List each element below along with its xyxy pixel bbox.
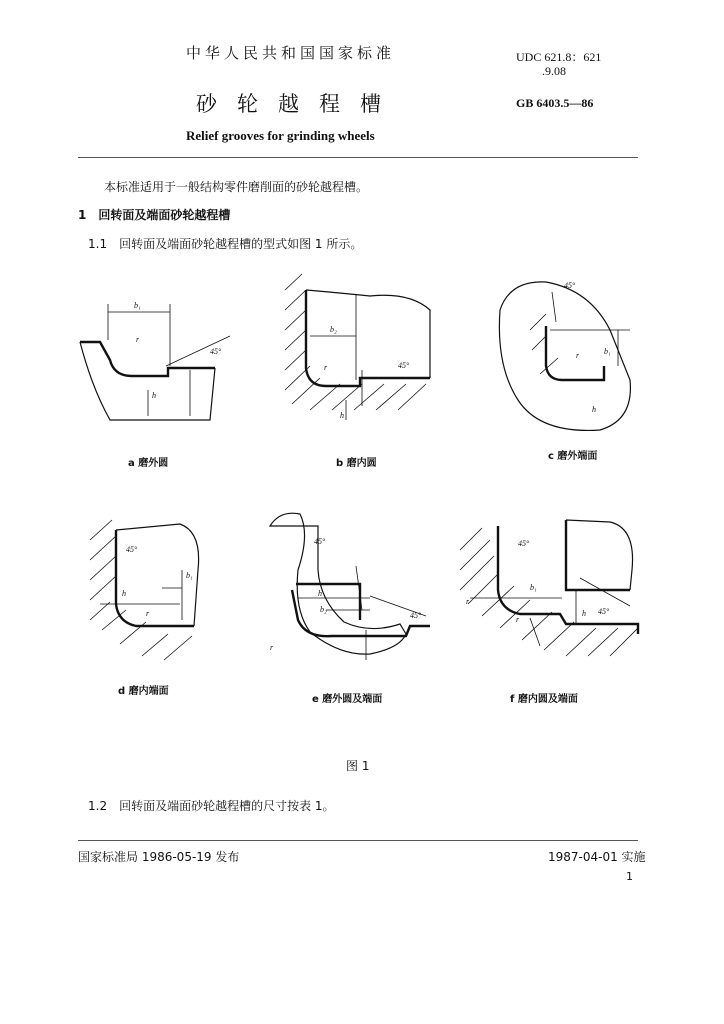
label-r-d: r — [146, 609, 150, 618]
label-r-e: r — [270, 643, 274, 652]
figure-1-drawings — [70, 270, 650, 710]
label-angle-e: 45° — [314, 537, 326, 546]
label-b1: b₁ — [134, 301, 141, 310]
label-b1-c: b₁ — [604, 347, 611, 356]
page-number: 1 — [626, 870, 633, 883]
label-b1-f: b₁ — [530, 583, 537, 592]
label-r-f2: r — [516, 615, 520, 624]
caption-d: d 磨内端面 — [118, 686, 169, 697]
diagram-f — [460, 520, 638, 656]
caption-b: b 磨内圆 — [336, 458, 377, 469]
effective-date: 1987-04-01 实施 — [548, 850, 646, 864]
label-angle-b: 45° — [398, 361, 410, 370]
clause-1-1: 1.1 回转面及端面砂轮越程槽的型式如图 1 所示。 — [88, 237, 363, 251]
udc-number-cont: .9.08 — [542, 64, 566, 78]
label-h-c: h — [592, 405, 596, 414]
diagram-b — [285, 274, 430, 420]
label-angle: 45° — [210, 347, 222, 356]
label-h-b: h — [340, 411, 344, 420]
standard-org: 中华人民共和国国家标准 — [186, 44, 396, 62]
clause-1-2: 1.2 回转面及端面砂轮越程槽的尺寸按表 1。 — [88, 799, 335, 813]
label-r-b: r — [324, 363, 328, 372]
label-angle-c: 45° — [564, 281, 576, 290]
footer-divider — [78, 840, 638, 841]
label-h-f: h — [582, 609, 586, 618]
label-r: r — [136, 335, 140, 344]
label-angle-f2: 45° — [598, 607, 610, 616]
label-b2-e: b₂ — [320, 605, 327, 614]
udc-number: UDC 621.8：621 — [516, 50, 602, 64]
label-angle-e2: 45° — [410, 611, 422, 620]
label-h-d: h — [122, 589, 126, 598]
label-b1-d: b₁ — [186, 571, 193, 580]
caption-a: a 磨外圆 — [128, 458, 169, 469]
label-h: h — [152, 391, 156, 400]
page-title-en: Relief grooves for grinding wheels — [186, 128, 375, 143]
label-b2: b₂ — [330, 325, 337, 334]
label-r-c: r — [576, 351, 580, 360]
diagram-e — [270, 513, 430, 660]
intro-text: 本标准适用于一般结构零件磨削面的砂轮越程槽。 — [104, 180, 369, 194]
label-angle-d: 45° — [126, 545, 138, 554]
caption-e: e 磨外圆及端面 — [312, 694, 383, 705]
header-divider — [78, 157, 638, 158]
section-1-heading: 1 回转面及端面砂轮越程槽 — [78, 208, 231, 222]
diagram-a — [80, 301, 230, 420]
page-title: 砂轮越程槽 — [196, 92, 401, 116]
caption-c: c 磨外端面 — [548, 451, 598, 462]
figure-caption: 图 1 — [346, 759, 370, 773]
diagram-d — [90, 520, 199, 660]
label-r-f: r — [466, 597, 470, 606]
diagram-c — [499, 281, 630, 430]
label-h-e: h — [318, 589, 322, 598]
gb-number: GB 6403.5—86 — [516, 96, 594, 110]
issuer-line: 国家标准局 1986-05-19 发布 — [78, 850, 240, 864]
label-angle-f: 45° — [518, 539, 530, 548]
caption-f: f 磨内圆及端面 — [510, 694, 578, 705]
